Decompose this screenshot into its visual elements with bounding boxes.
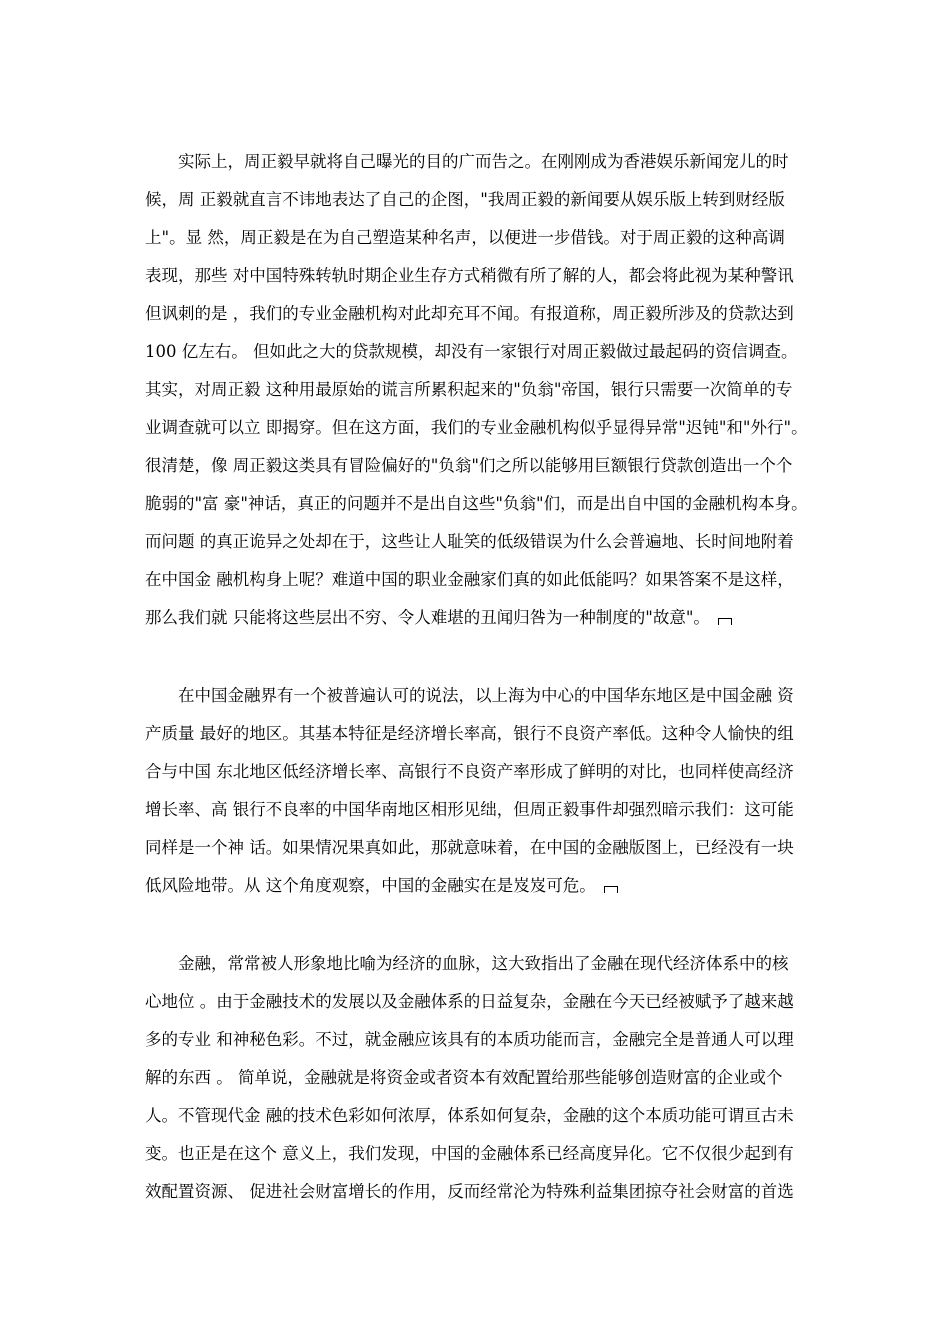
paragraph-line: 其实，对周正毅 这种用最原始的谎言所累积起来的"负翁"帝国，银行只需要一次简单的专	[145, 380, 793, 399]
paragraph-line: 心地位 。由于金融技术的发展以及金融体系的日益复杂，金融在今天已经被赋予了越来越	[145, 992, 794, 1011]
paragraph-line: 表现，那些 对中国特殊转轨时期企业生存方式稍微有所了解的人，都会将此视为某种警讯	[145, 266, 794, 285]
paragraph-line: 100 亿左右。 但如此之大的贷款规模，却没有一家银行对周正毅做过最起码的资信调查。	[145, 342, 798, 361]
paragraph-line: 实际上，周正毅早就将自己曝光的目的广而告之。在刚刚成为香港娱乐新闻宠儿的时	[178, 152, 789, 171]
paragraph-line: 多的专业 和神秘色彩。不过，就金融应该具有的本质功能而言，金融完全是普通人可以理	[145, 1030, 794, 1049]
paragraph-line: 在中国金 融机构身上呢？难道中国的职业金融家们真的如此低能吗？如果答案不是这样，	[145, 570, 794, 589]
paragraph-line-text: 低风险地带。从 这个角度观察，中国的金融实在是岌岌可危。	[145, 876, 596, 895]
paragraph-line: 合与中国 东北地区低经济增长率、高银行不良资产率形成了鲜明的对比，也同样使高经济	[145, 762, 794, 781]
paragraph-line: 变。也正是在这个 意义上，我们发现，中国的金融体系已经高度异化。它不仅很少起到有	[145, 1144, 794, 1163]
paragraph-line-text: 那么我们就 只能将这些层出不穷、令人难堪的丑闻归咎为一种制度的"故意"。	[145, 608, 710, 627]
paragraph-line: 而问题 的真正诡异之处却在于，这些让人耻笑的低级错误为什么会普遍地、长时间地附着	[145, 532, 794, 551]
paragraph-line: 候，周 正毅就直言不讳地表达了自己的企图，"我周正毅的新闻要从娱乐版上转到财经版	[145, 190, 785, 209]
paragraph-line: 很清楚，像 周正毅这类具有冒险偏好的"负翁"们之所以能够用巨额银行贷款创造出一个个	[145, 456, 793, 475]
paragraph-line: 解的东西 。 简单说，金融就是将资金或者资本有效配置给那些能够创造财富的企业或个	[145, 1068, 783, 1087]
paragraph-line: 但讽刺的是 ，我们的专业金融机构对此却充耳不闻。有报道称，周正毅所涉及的贷款达到	[145, 304, 794, 323]
paragraph-line: 上"。显 然，周正毅是在为自己塑造某种名声，以便进一步借钱。对于周正毅的这种高调	[145, 228, 785, 247]
paragraph-line: 金融，常常被人形象地比喻为经济的血脉，这大致指出了金融在现代经济体系中的核	[178, 954, 789, 973]
paragraph-line: 人。不管现代金 融的技术色彩如何浓厚，体系如何复杂，金融的这个本质功能可谓亘古未	[145, 1106, 794, 1125]
paragraph-line: 产质量 最好的地区。其基本特征是经济增长率高，银行不良资产率低。这种令人愉快的组	[145, 724, 794, 743]
paragraph-line: 在中国金融界有一个被普遍认可的说法，以上海为中心的中国华东地区是中国金融 资	[178, 686, 794, 705]
paragraph-line: 增长率、高 银行不良率的中国华南地区相形见绌，但周正毅事件却强烈暗示我们：这可能	[145, 800, 794, 819]
paragraph-line-last	[145, 876, 825, 896]
paragraph-end-mark-icon	[604, 886, 618, 893]
paragraph-line: 脆弱的"富 豪"神话，真正的问题并不是出自这些"负翁"们，而是出自中国的金融机构本身。	[145, 494, 808, 513]
paragraph-end-mark-icon	[718, 618, 732, 625]
paragraph-line: 同样是一个神 话。如果情况果真如此，那就意味着，在中国的金融版图上，已经没有一块	[145, 838, 794, 857]
paragraph-line: 业调查就可以立 即揭穿。但在这方面，我们的专业金融机构似乎显得异常"迟钝"和"外行"。	[145, 418, 808, 437]
paragraph-line-last	[145, 608, 825, 628]
paragraph-line: 效配置资源、 促进社会财富增长的作用，反而经常沦为特殊利益集团掠夺社会财富的首选	[145, 1182, 794, 1201]
